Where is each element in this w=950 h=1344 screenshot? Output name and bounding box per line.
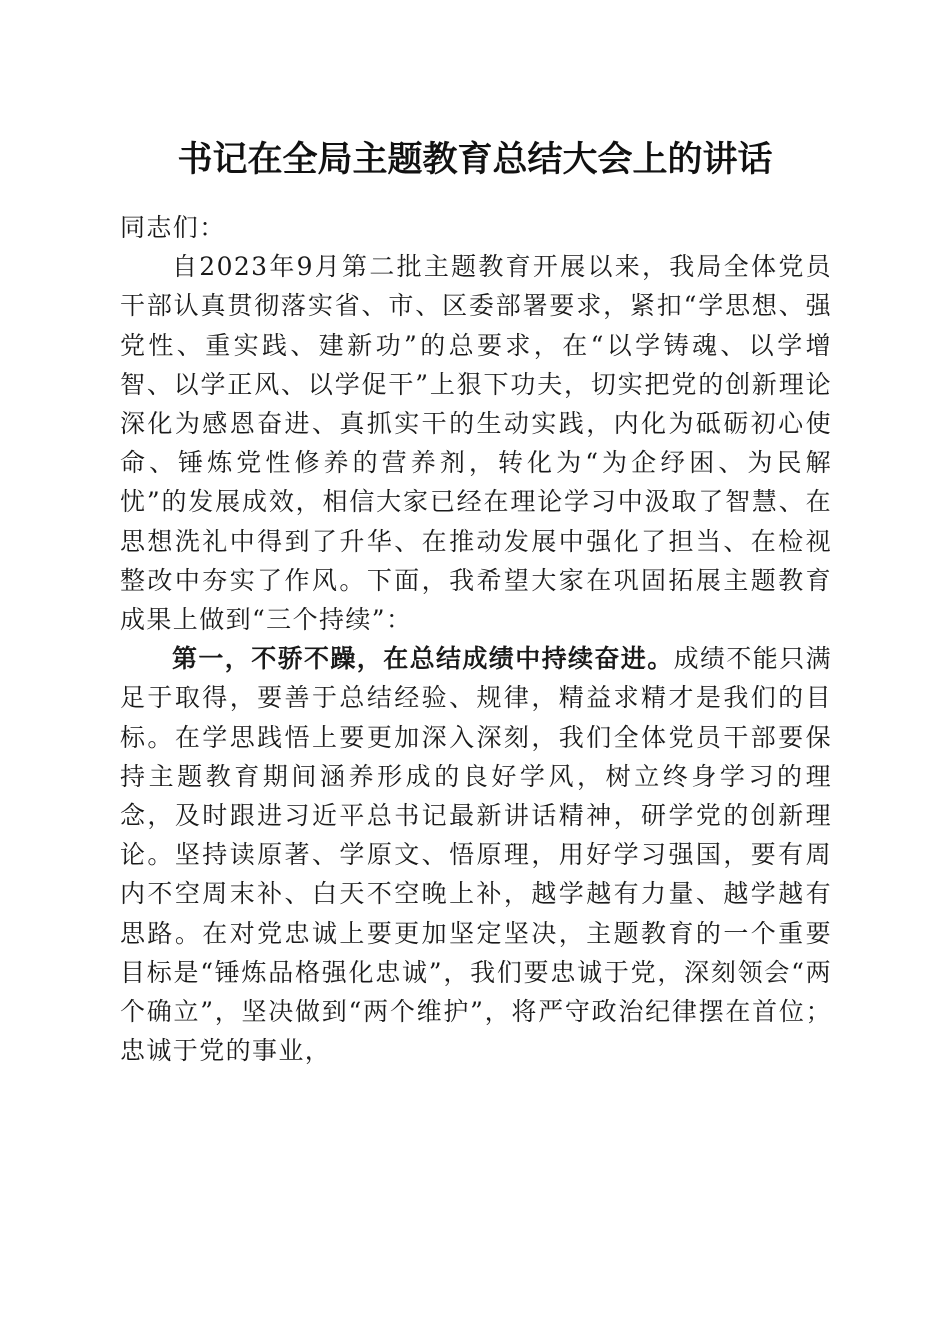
paragraph-first-point xyxy=(120,639,832,1070)
salutation: 同志们： xyxy=(120,213,226,242)
page-title: 书记在全局主题教育总结大会上的讲话 xyxy=(177,139,773,180)
speech-body xyxy=(120,208,832,1070)
paragraph-intro: 自2023年9月第二批主题教育开展以来，我局全体党员干部认真贯彻落实省、市、区委部署要求，紧扣“学思想、强党性、重实践、建新功”的总要求，在“以学铸魂、以学增智、以学正风、以学促干”上狠下功夫，切实把党的创新理论深化为感恩奋进、真抓实干的生动实践，内化为砥砺初心使命、锤炼党性修养的营养剂，转化为“为企纾困、为民解忧”的发展成效，相信大家已经在理论学习中汲取了智慧、在思想洗礼中得到了升华、在推动发展中强化了担当、在检视整改中夯实了作风。下面，我希望大家在巩固拓展主题教育成果上做到“三个持续”： xyxy=(120,252,832,635)
paragraph-lead-heading: 第一，不骄不躁，在总结成绩中持续奋进。 xyxy=(172,644,674,674)
paragraph-body-text: 成绩不能只满足于取得，要善于总结经验、规律，精益求精才是我们的目标。在学思践悟上要更加深入深刻，我们全体党员干部要保持主题教育期间涵养形成的良好学风，树立终身学习的理念，及时跟进习近平总书记最新讲话精神，研学党的创新理论。坚持读原著、学原文、悟原理，用好学习强国，要有周内不空周末补、白天不空晚上补，越学越有力量、越学越有思路。在对党忠诚上要更加坚定坚决，主题教育的一个重要目标是“锤炼品格强化忠诚”，我们要忠诚于党，深刻领会“两个确立”，坚决做到“两个维护”，将严守政治纪律摆在首位；忠诚于党的事业， xyxy=(120,644,833,1066)
